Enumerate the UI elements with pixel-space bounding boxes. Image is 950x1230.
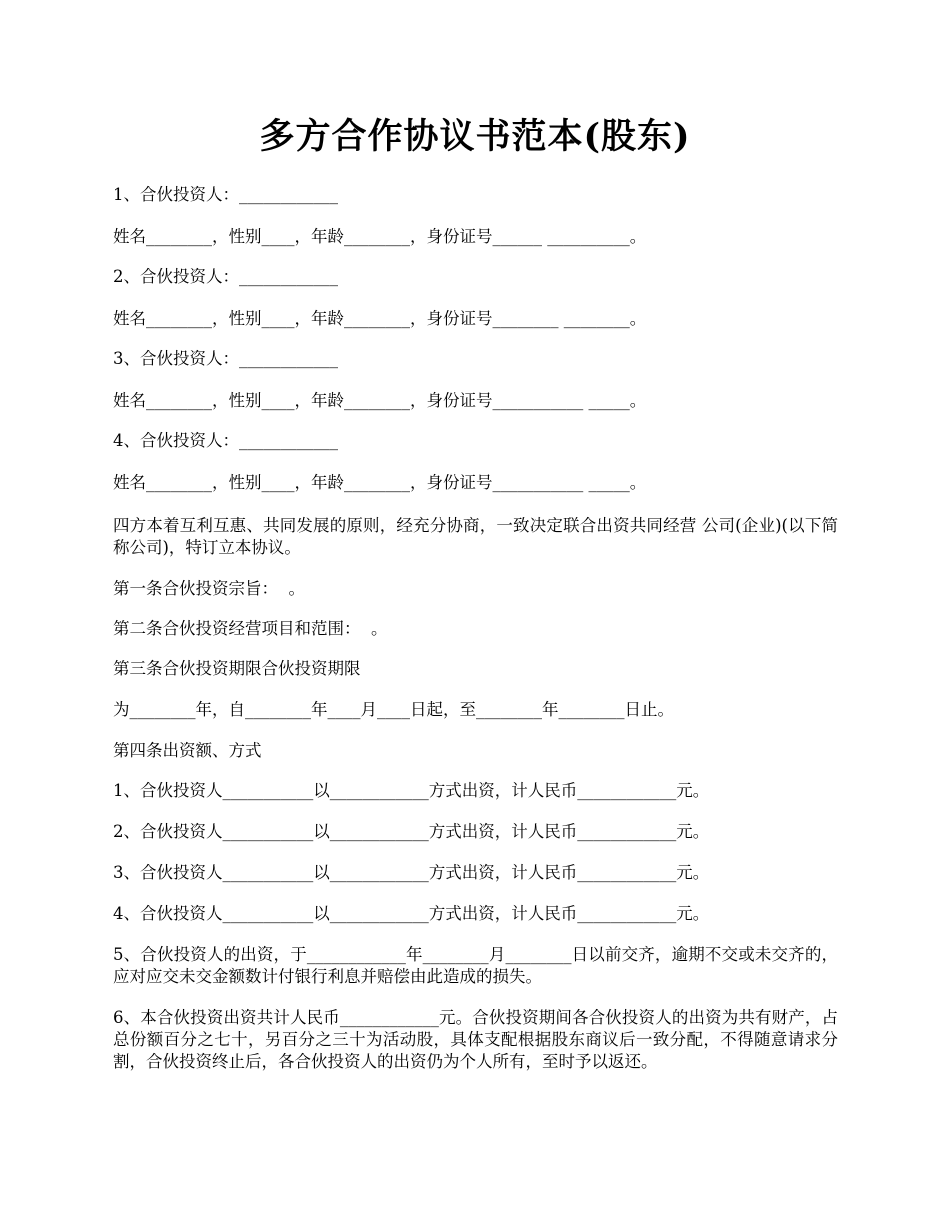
partner-3-details: 姓名________，性别____，年龄________，身份证号___________ _____。 [113, 391, 647, 410]
contribution-1: 1、合伙投资人___________以____________方式出资，计人民币____________元。 [113, 781, 710, 800]
contribution-3: 3、合伙投资人___________以____________方式出资，计人民币____________元。 [113, 863, 710, 882]
clause-6: 6、本合伙投资出资共计人民币____________元。合伙投资期间各合伙投资人的出资为共有财产，占总份额百分之七十，另百分之三十为活动股，具体支配根据股东商议后一致分配，不得随意请求分割，合伙投资终止后，各合伙投资人的出资仍为个人所有，至时予以返还。 [113, 1008, 838, 1071]
article-1: 第一条合伙投资宗旨： 。 [113, 579, 305, 598]
intro-paragraph: 四方本着互利互惠、共同发展的原则，经充分协商，一致决定联合出资共同经营 公司(企业)(以下简称公司)，特订立本协议。 [113, 516, 838, 557]
contribution-4: 4、合伙投资人___________以____________方式出资，计人民币____________元。 [113, 904, 710, 923]
clause-5: 5、合伙投资人的出资，于____________年________月________日以前交齐，逾期不交或未交齐的，应对应交未交金额数计付银行利息并赔偿由此造成的损失。 [113, 945, 838, 986]
article-2: 第二条合伙投资经营项目和范围： 。 [113, 619, 388, 638]
partner-3-heading: 3、合伙投资人：____________ [113, 349, 338, 368]
document-title: 多方合作协议书范本(股东) [259, 116, 691, 157]
partner-2-details: 姓名________，性别____，年龄________，身份证号________ ________。 [113, 309, 647, 328]
partner-2-heading: 2、合伙投资人：____________ [113, 267, 338, 286]
article-3: 第三条合伙投资期限合伙投资期限 [113, 659, 361, 678]
partner-4-heading: 4、合伙投资人：____________ [113, 431, 338, 450]
article-4: 第四条出资额、方式 [113, 741, 262, 760]
contribution-2: 2、合伙投资人___________以____________方式出资，计人民币____________元。 [113, 822, 710, 841]
partner-1-heading: 1、合伙投资人：____________ [113, 185, 338, 204]
partner-1-details: 姓名________，性别____，年龄________，身份证号______ __________。 [113, 227, 647, 246]
partner-4-details: 姓名________，性别____，年龄________，身份证号___________ _____。 [113, 473, 647, 492]
article-3-period: 为________年，自________年____月____日起，至________年________日止。 [113, 700, 674, 719]
